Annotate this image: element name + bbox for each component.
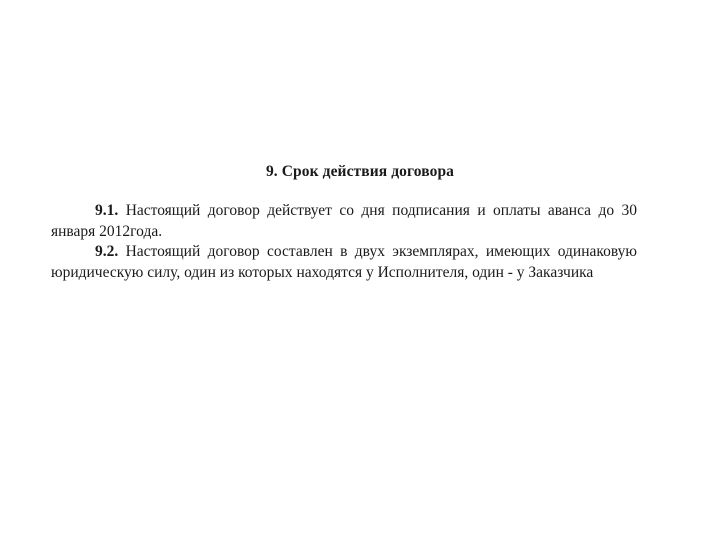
clause-text: Настоящий договор действует со дня подписания и оплаты аванса до 30 января 2012года. (51, 202, 638, 240)
clause-text: Настоящий договор составлен в двух экземплярах, имеющих одинаковую юридическую силу, один из которых находятся у Исполнителя, один - у Заказчика (51, 243, 638, 281)
clause-number: 9.1. (95, 202, 119, 219)
clause-9-2 (51, 242, 637, 283)
clause-9-1 (51, 201, 637, 242)
section-title: 9. Срок действия договора (265, 163, 455, 180)
clauses-block (51, 201, 637, 283)
clause-number: 9.2. (95, 243, 119, 260)
